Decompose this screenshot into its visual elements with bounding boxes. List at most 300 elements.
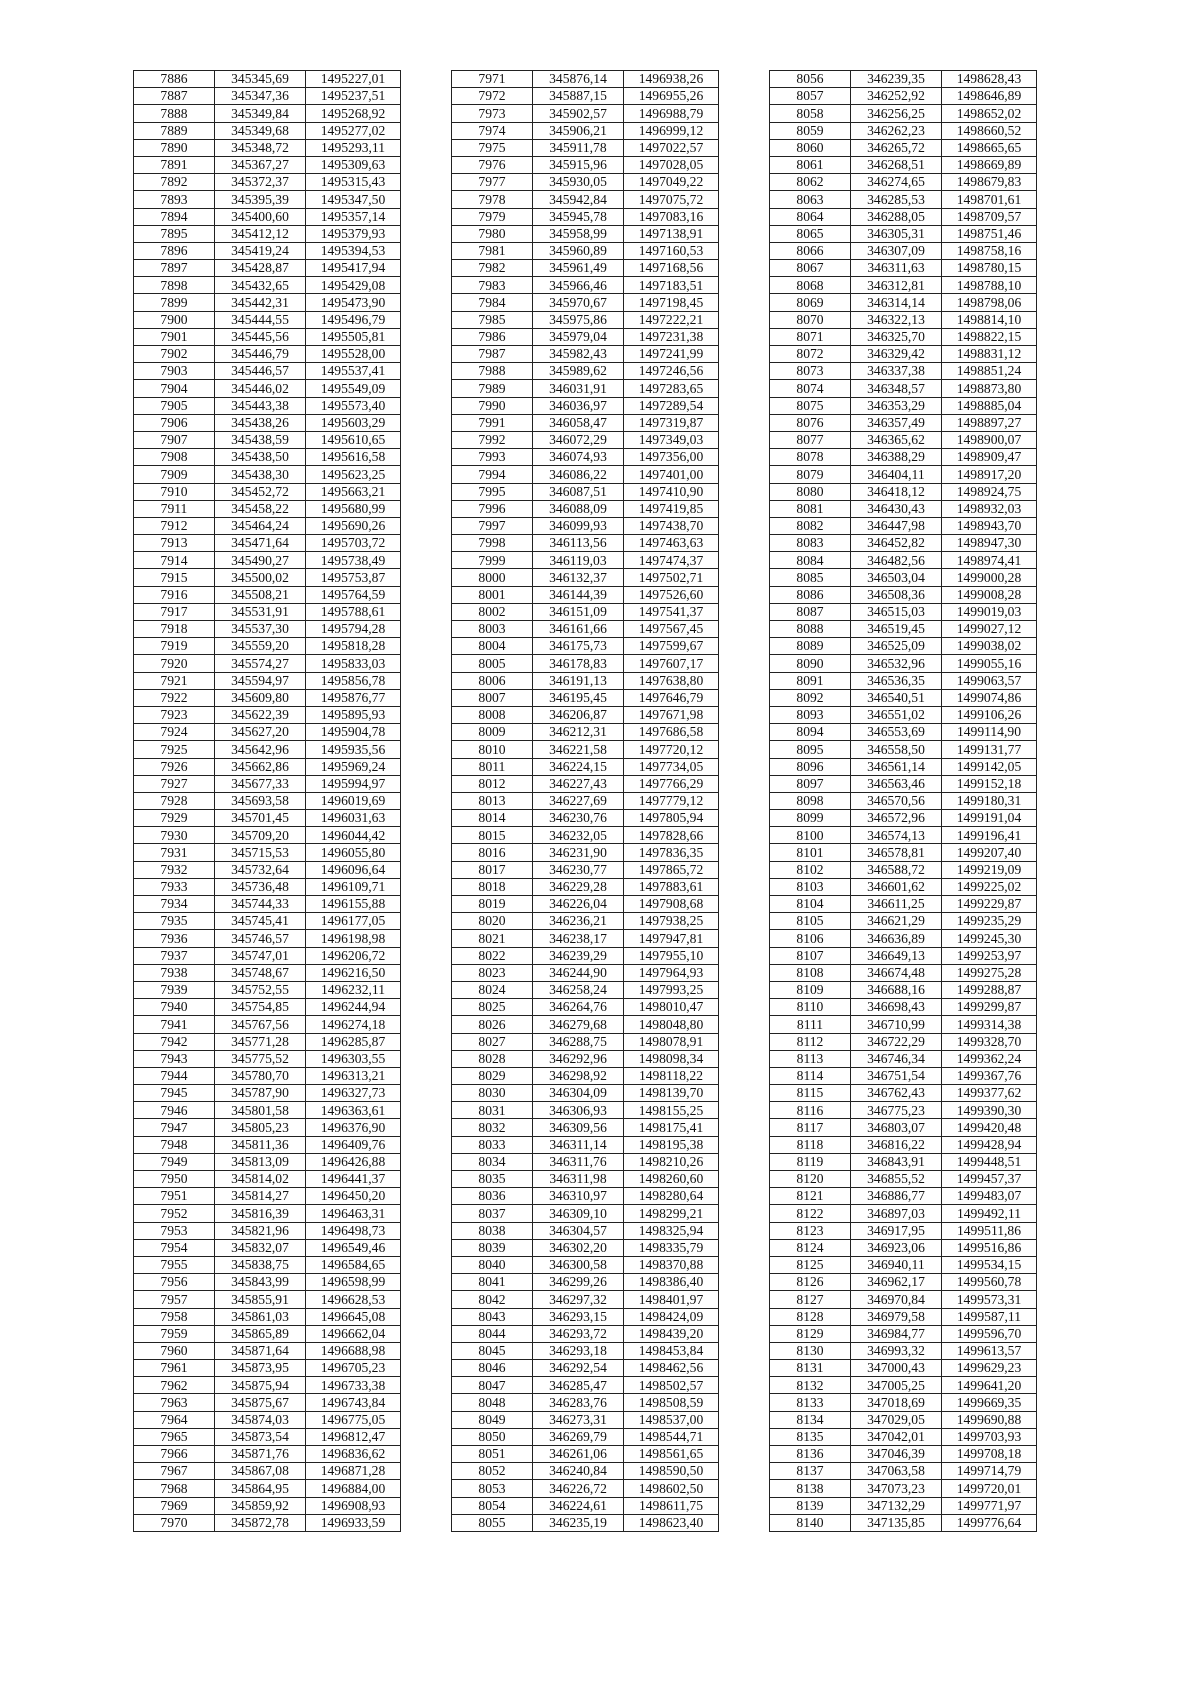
y-coordinate-cell: 1499720,01 [942, 1480, 1037, 1497]
y-coordinate-cell: 1499253,97 [942, 947, 1037, 964]
x-coordinate-cell: 346265,72 [851, 139, 942, 156]
x-coordinate-cell: 346258,24 [533, 981, 624, 998]
x-coordinate-cell: 346283,76 [533, 1394, 624, 1411]
x-coordinate-cell: 345942,84 [533, 191, 624, 208]
x-coordinate-cell: 345537,30 [215, 621, 306, 638]
point-number-cell: 7935 [134, 913, 215, 930]
x-coordinate-cell: 346227,43 [533, 775, 624, 792]
y-coordinate-cell: 1498439,20 [624, 1325, 719, 1342]
table-row [452, 1067, 719, 1084]
table-row [452, 552, 719, 569]
table-row [770, 1205, 1037, 1222]
point-number-cell: 8000 [452, 569, 533, 586]
table-row [452, 775, 719, 792]
y-coordinate-cell: 1498424,09 [624, 1308, 719, 1325]
y-coordinate-cell: 1498646,89 [942, 88, 1037, 105]
point-number-cell: 8080 [770, 483, 851, 500]
y-coordinate-cell: 1498195,38 [624, 1136, 719, 1153]
y-coordinate-cell: 1499000,28 [942, 569, 1037, 586]
point-number-cell: 8024 [452, 981, 533, 998]
y-coordinate-cell: 1498751,46 [942, 225, 1037, 242]
y-coordinate-cell: 1498098,34 [624, 1050, 719, 1067]
point-number-cell: 8104 [770, 896, 851, 913]
point-number-cell: 7918 [134, 621, 215, 638]
x-coordinate-cell: 346307,09 [851, 242, 942, 259]
point-number-cell: 8027 [452, 1033, 533, 1050]
x-coordinate-cell: 345748,67 [215, 964, 306, 981]
table-row [452, 174, 719, 191]
x-coordinate-cell: 345438,50 [215, 449, 306, 466]
y-coordinate-cell: 1498280,64 [624, 1188, 719, 1205]
y-coordinate-cell: 1499063,57 [942, 672, 1037, 689]
table-row [134, 1342, 401, 1359]
x-coordinate-cell: 346212,31 [533, 724, 624, 741]
point-number-cell: 8109 [770, 981, 851, 998]
y-coordinate-cell: 1498709,57 [942, 208, 1037, 225]
y-coordinate-cell: 1496450,20 [306, 1188, 401, 1205]
y-coordinate-cell: 1497022,57 [624, 139, 719, 156]
point-number-cell: 7892 [134, 174, 215, 191]
point-number-cell: 8040 [452, 1256, 533, 1273]
table-row [134, 242, 401, 259]
x-coordinate-cell: 346224,15 [533, 758, 624, 775]
x-coordinate-cell: 346536,35 [851, 672, 942, 689]
y-coordinate-cell: 1498210,26 [624, 1153, 719, 1170]
x-coordinate-cell: 345801,58 [215, 1102, 306, 1119]
y-coordinate-cell: 1497319,87 [624, 414, 719, 431]
y-coordinate-cell: 1496871,28 [306, 1463, 401, 1480]
table-row [770, 552, 1037, 569]
table-row [134, 1119, 401, 1136]
table-row [134, 947, 401, 964]
y-coordinate-cell: 1498669,89 [942, 156, 1037, 173]
table-row [134, 88, 401, 105]
y-coordinate-cell: 1499492,11 [942, 1205, 1037, 1222]
table-row [452, 741, 719, 758]
table-row [452, 105, 719, 122]
point-number-cell: 8095 [770, 741, 851, 758]
point-number-cell: 8105 [770, 913, 851, 930]
point-number-cell: 8025 [452, 999, 533, 1016]
y-coordinate-cell: 1496198,98 [306, 930, 401, 947]
x-coordinate-cell: 346746,34 [851, 1050, 942, 1067]
point-number-cell: 7919 [134, 638, 215, 655]
y-coordinate-cell: 1497438,70 [624, 517, 719, 534]
point-number-cell: 7890 [134, 139, 215, 156]
y-coordinate-cell: 1499180,31 [942, 792, 1037, 809]
y-coordinate-cell: 1499074,86 [942, 689, 1037, 706]
y-coordinate-cell: 1497734,05 [624, 758, 719, 775]
point-number-cell: 7943 [134, 1050, 215, 1067]
point-number-cell: 8049 [452, 1411, 533, 1428]
x-coordinate-cell: 346292,96 [533, 1050, 624, 1067]
y-coordinate-cell: 1495904,78 [306, 724, 401, 741]
y-coordinate-cell: 1497779,12 [624, 792, 719, 809]
table-row [770, 363, 1037, 380]
table-row [770, 466, 1037, 483]
y-coordinate-cell: 1497993,25 [624, 981, 719, 998]
table-row [770, 1411, 1037, 1428]
x-coordinate-cell: 346329,42 [851, 346, 942, 363]
point-number-cell: 8004 [452, 638, 533, 655]
table-row [770, 1171, 1037, 1188]
point-number-cell: 8085 [770, 569, 851, 586]
x-coordinate-cell: 346226,72 [533, 1480, 624, 1497]
point-number-cell: 7924 [134, 724, 215, 741]
y-coordinate-cell: 1498943,70 [942, 517, 1037, 534]
y-coordinate-cell: 1495623,25 [306, 466, 401, 483]
table-row [452, 1394, 719, 1411]
point-number-cell: 7965 [134, 1428, 215, 1445]
point-number-cell: 8099 [770, 810, 851, 827]
x-coordinate-cell: 345813,09 [215, 1153, 306, 1170]
x-coordinate-cell: 346762,43 [851, 1085, 942, 1102]
y-coordinate-cell: 1496244,94 [306, 999, 401, 1016]
table-row [452, 792, 719, 809]
table-row [134, 346, 401, 363]
y-coordinate-cell: 1496096,64 [306, 861, 401, 878]
table-row [770, 1497, 1037, 1514]
x-coordinate-cell: 346285,47 [533, 1377, 624, 1394]
table-row [770, 827, 1037, 844]
x-coordinate-cell: 345832,07 [215, 1239, 306, 1256]
x-coordinate-cell: 346302,20 [533, 1239, 624, 1256]
x-coordinate-cell: 346688,16 [851, 981, 942, 998]
table-row [452, 535, 719, 552]
y-coordinate-cell: 1498788,10 [942, 277, 1037, 294]
x-coordinate-cell: 345419,24 [215, 242, 306, 259]
table-row [134, 517, 401, 534]
point-number-cell: 7895 [134, 225, 215, 242]
x-coordinate-cell: 345701,45 [215, 810, 306, 827]
table-row [770, 981, 1037, 998]
y-coordinate-cell: 1498462,56 [624, 1360, 719, 1377]
y-coordinate-cell: 1496055,80 [306, 844, 401, 861]
table-row [134, 483, 401, 500]
y-coordinate-cell: 1497419,85 [624, 500, 719, 517]
x-coordinate-cell: 346191,13 [533, 672, 624, 689]
table-row [770, 999, 1037, 1016]
y-coordinate-cell: 1499152,18 [942, 775, 1037, 792]
x-coordinate-cell: 346519,45 [851, 621, 942, 638]
table-row [770, 672, 1037, 689]
table-row [134, 586, 401, 603]
y-coordinate-cell: 1497638,80 [624, 672, 719, 689]
x-coordinate-cell: 346119,03 [533, 552, 624, 569]
y-coordinate-cell: 1495429,08 [306, 277, 401, 294]
x-coordinate-cell: 346268,51 [851, 156, 942, 173]
point-number-cell: 7958 [134, 1308, 215, 1325]
point-number-cell: 7942 [134, 1033, 215, 1050]
table-row [770, 1446, 1037, 1463]
table-row [452, 328, 719, 345]
x-coordinate-cell: 346288,75 [533, 1033, 624, 1050]
y-coordinate-cell: 1495528,00 [306, 346, 401, 363]
point-number-cell: 7989 [452, 380, 533, 397]
x-coordinate-cell: 345372,37 [215, 174, 306, 191]
x-coordinate-cell: 346751,54 [851, 1067, 942, 1084]
y-coordinate-cell: 1499314,38 [942, 1016, 1037, 1033]
y-coordinate-cell: 1495227,01 [306, 71, 401, 88]
table-row [134, 810, 401, 827]
point-number-cell: 7992 [452, 431, 533, 448]
x-coordinate-cell: 345428,87 [215, 260, 306, 277]
x-coordinate-cell: 346388,29 [851, 449, 942, 466]
table-row [452, 913, 719, 930]
y-coordinate-cell: 1498611,75 [624, 1497, 719, 1514]
point-number-cell: 8140 [770, 1514, 851, 1531]
y-coordinate-cell: 1498897,27 [942, 414, 1037, 431]
table-row [134, 1153, 401, 1170]
y-coordinate-cell: 1497502,71 [624, 569, 719, 586]
point-number-cell: 8120 [770, 1171, 851, 1188]
y-coordinate-cell: 1498974,41 [942, 552, 1037, 569]
x-coordinate-cell: 346917,95 [851, 1222, 942, 1239]
coordinates-table-body [770, 71, 1037, 1532]
table-row [134, 1239, 401, 1256]
table-row [134, 1067, 401, 1084]
point-number-cell: 7910 [134, 483, 215, 500]
y-coordinate-cell: 1498325,94 [624, 1222, 719, 1239]
table-row [134, 1446, 401, 1463]
x-coordinate-cell: 346508,36 [851, 586, 942, 603]
y-coordinate-cell: 1496933,59 [306, 1514, 401, 1531]
y-coordinate-cell: 1498260,60 [624, 1171, 719, 1188]
y-coordinate-cell: 1499560,78 [942, 1274, 1037, 1291]
point-number-cell: 8096 [770, 758, 851, 775]
x-coordinate-cell: 346230,76 [533, 810, 624, 827]
x-coordinate-cell: 346298,92 [533, 1067, 624, 1084]
point-number-cell: 8007 [452, 689, 533, 706]
x-coordinate-cell: 345715,53 [215, 844, 306, 861]
x-coordinate-cell: 345855,91 [215, 1291, 306, 1308]
y-coordinate-cell: 1496628,53 [306, 1291, 401, 1308]
y-coordinate-cell: 1497289,54 [624, 397, 719, 414]
x-coordinate-cell: 346311,98 [533, 1171, 624, 1188]
point-number-cell: 8064 [770, 208, 851, 225]
table-row [452, 156, 719, 173]
point-number-cell: 7906 [134, 414, 215, 431]
table-row [770, 1119, 1037, 1136]
y-coordinate-cell: 1496908,93 [306, 1497, 401, 1514]
table-row [452, 1274, 719, 1291]
x-coordinate-cell: 347063,58 [851, 1463, 942, 1480]
y-coordinate-cell: 1495833,03 [306, 655, 401, 672]
point-number-cell: 8047 [452, 1377, 533, 1394]
table-row [770, 810, 1037, 827]
x-coordinate-cell: 345747,01 [215, 947, 306, 964]
table-row [134, 277, 401, 294]
x-coordinate-cell: 346452,82 [851, 535, 942, 552]
point-number-cell: 7897 [134, 260, 215, 277]
point-number-cell: 7948 [134, 1136, 215, 1153]
x-coordinate-cell: 346058,47 [533, 414, 624, 431]
y-coordinate-cell: 1498798,06 [942, 294, 1037, 311]
point-number-cell: 8129 [770, 1325, 851, 1342]
point-number-cell: 8094 [770, 724, 851, 741]
table-row [134, 1463, 401, 1480]
x-coordinate-cell: 345958,99 [533, 225, 624, 242]
y-coordinate-cell: 1499142,05 [942, 758, 1037, 775]
x-coordinate-cell: 346274,65 [851, 174, 942, 191]
table-row [134, 775, 401, 792]
y-coordinate-cell: 1499328,70 [942, 1033, 1037, 1050]
point-number-cell: 7941 [134, 1016, 215, 1033]
table-row [134, 1308, 401, 1325]
table-row [134, 792, 401, 809]
x-coordinate-cell: 345970,67 [533, 294, 624, 311]
x-coordinate-cell: 346087,51 [533, 483, 624, 500]
x-coordinate-cell: 346178,83 [533, 655, 624, 672]
table-row [770, 328, 1037, 345]
y-coordinate-cell: 1495394,53 [306, 242, 401, 259]
table-row [452, 483, 719, 500]
point-number-cell: 7957 [134, 1291, 215, 1308]
y-coordinate-cell: 1495856,78 [306, 672, 401, 689]
table-row [452, 878, 719, 895]
point-number-cell: 8017 [452, 861, 533, 878]
y-coordinate-cell: 1496274,18 [306, 1016, 401, 1033]
point-number-cell: 8057 [770, 88, 851, 105]
point-number-cell: 8082 [770, 517, 851, 534]
point-number-cell: 8059 [770, 122, 851, 139]
point-number-cell: 7951 [134, 1188, 215, 1205]
point-number-cell: 8065 [770, 225, 851, 242]
y-coordinate-cell: 1496155,88 [306, 896, 401, 913]
point-number-cell: 8086 [770, 586, 851, 603]
y-coordinate-cell: 1495994,97 [306, 775, 401, 792]
table-row [134, 621, 401, 638]
point-number-cell: 8127 [770, 1291, 851, 1308]
y-coordinate-cell: 1499055,16 [942, 655, 1037, 672]
table-row [452, 1119, 719, 1136]
table-row [134, 603, 401, 620]
y-coordinate-cell: 1496044,42 [306, 827, 401, 844]
y-coordinate-cell: 1495537,41 [306, 363, 401, 380]
x-coordinate-cell: 346855,52 [851, 1171, 942, 1188]
table-row [134, 655, 401, 672]
y-coordinate-cell: 1495935,56 [306, 741, 401, 758]
x-coordinate-cell: 346553,69 [851, 724, 942, 741]
y-coordinate-cell: 1495788,61 [306, 603, 401, 620]
point-number-cell: 8108 [770, 964, 851, 981]
y-coordinate-cell: 1498628,43 [942, 71, 1037, 88]
x-coordinate-cell: 347029,05 [851, 1411, 942, 1428]
point-number-cell: 7937 [134, 947, 215, 964]
table-row [134, 569, 401, 586]
point-number-cell: 7970 [134, 1514, 215, 1531]
table-row [134, 1360, 401, 1377]
table-row [452, 603, 719, 620]
point-number-cell: 8066 [770, 242, 851, 259]
table-row [134, 1188, 401, 1205]
x-coordinate-cell: 346151,09 [533, 603, 624, 620]
y-coordinate-cell: 1497283,65 [624, 380, 719, 397]
point-number-cell: 7991 [452, 414, 533, 431]
y-coordinate-cell: 1496884,00 [306, 1480, 401, 1497]
x-coordinate-cell: 346113,56 [533, 535, 624, 552]
point-number-cell: 7909 [134, 466, 215, 483]
x-coordinate-cell: 346816,22 [851, 1136, 942, 1153]
y-coordinate-cell: 1498502,57 [624, 1377, 719, 1394]
y-coordinate-cell: 1498010,47 [624, 999, 719, 1016]
table-row [134, 431, 401, 448]
x-coordinate-cell: 346252,92 [851, 88, 942, 105]
y-coordinate-cell: 1498924,75 [942, 483, 1037, 500]
x-coordinate-cell: 346261,06 [533, 1446, 624, 1463]
x-coordinate-cell: 346292,54 [533, 1360, 624, 1377]
y-coordinate-cell: 1499641,20 [942, 1377, 1037, 1394]
point-number-cell: 7967 [134, 1463, 215, 1480]
table-row [134, 1291, 401, 1308]
point-number-cell: 8041 [452, 1274, 533, 1291]
x-coordinate-cell: 346636,89 [851, 930, 942, 947]
point-number-cell: 8012 [452, 775, 533, 792]
x-coordinate-cell: 346710,99 [851, 1016, 942, 1033]
table-row [452, 1016, 719, 1033]
x-coordinate-cell: 346447,98 [851, 517, 942, 534]
y-coordinate-cell: 1495309,63 [306, 156, 401, 173]
table-row [770, 1102, 1037, 1119]
point-number-cell: 7990 [452, 397, 533, 414]
table-row [770, 156, 1037, 173]
y-coordinate-cell: 1497474,37 [624, 552, 719, 569]
point-number-cell: 8042 [452, 1291, 533, 1308]
point-number-cell: 7921 [134, 672, 215, 689]
y-coordinate-cell: 1496775,05 [306, 1411, 401, 1428]
y-coordinate-cell: 1498335,79 [624, 1239, 719, 1256]
point-number-cell: 8055 [452, 1514, 533, 1531]
table-row [770, 689, 1037, 706]
point-number-cell: 8071 [770, 328, 851, 345]
point-number-cell: 8034 [452, 1153, 533, 1170]
y-coordinate-cell: 1496426,88 [306, 1153, 401, 1170]
x-coordinate-cell: 346224,61 [533, 1497, 624, 1514]
y-coordinate-cell: 1499235,29 [942, 913, 1037, 930]
table-row [770, 517, 1037, 534]
table-row [134, 1394, 401, 1411]
y-coordinate-cell: 1495610,65 [306, 431, 401, 448]
table-row [134, 844, 401, 861]
table-row [134, 1171, 401, 1188]
y-coordinate-cell: 1497049,22 [624, 174, 719, 191]
point-number-cell: 8110 [770, 999, 851, 1016]
y-coordinate-cell: 1495505,81 [306, 328, 401, 345]
x-coordinate-cell: 346312,81 [851, 277, 942, 294]
y-coordinate-cell: 1495876,77 [306, 689, 401, 706]
table-row [452, 500, 719, 517]
x-coordinate-cell: 345349,84 [215, 105, 306, 122]
x-coordinate-cell: 346297,32 [533, 1291, 624, 1308]
y-coordinate-cell: 1496327,73 [306, 1085, 401, 1102]
point-number-cell: 7953 [134, 1222, 215, 1239]
table-row [134, 156, 401, 173]
y-coordinate-cell: 1496688,98 [306, 1342, 401, 1359]
y-coordinate-cell: 1496363,61 [306, 1102, 401, 1119]
x-coordinate-cell: 346285,53 [851, 191, 942, 208]
table-row [452, 397, 719, 414]
table-row [452, 1428, 719, 1445]
point-number-cell: 8053 [452, 1480, 533, 1497]
y-coordinate-cell: 1498508,59 [624, 1394, 719, 1411]
point-number-cell: 7887 [134, 88, 215, 105]
point-number-cell: 7997 [452, 517, 533, 534]
y-coordinate-cell: 1499708,18 [942, 1446, 1037, 1463]
y-coordinate-cell: 1496232,11 [306, 981, 401, 998]
y-coordinate-cell: 1497241,99 [624, 346, 719, 363]
y-coordinate-cell: 1499377,62 [942, 1085, 1037, 1102]
y-coordinate-cell: 1495573,40 [306, 397, 401, 414]
